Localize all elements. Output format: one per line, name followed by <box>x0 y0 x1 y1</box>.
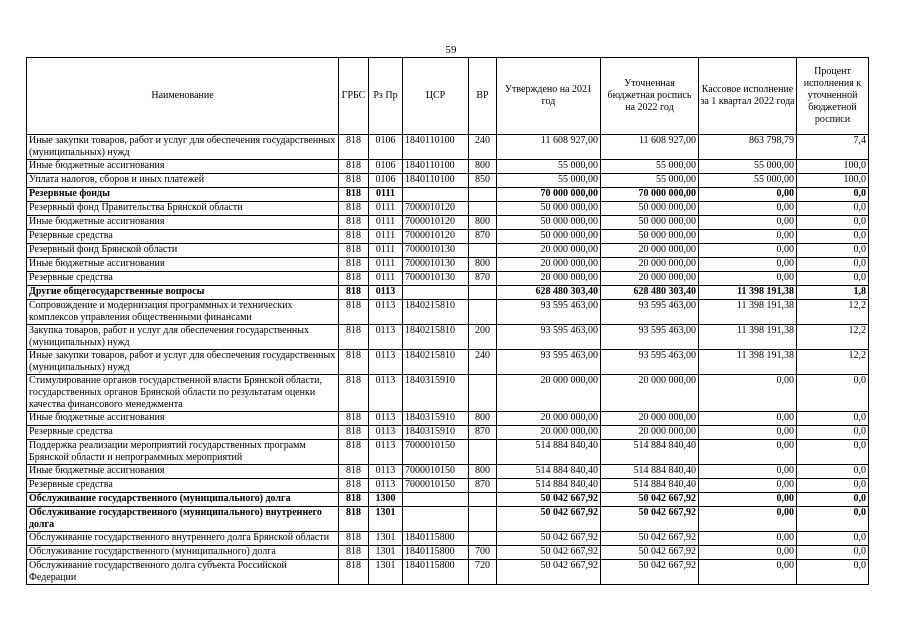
header-name: Наименование <box>27 58 339 135</box>
page-number: 59 <box>445 44 457 56</box>
cell-percent: 0,0 <box>797 375 869 412</box>
cell-rzpr: 1301 <box>369 532 403 546</box>
cell-vr <box>469 286 497 300</box>
cell-vr <box>469 532 497 546</box>
cell-name: Резервные средства <box>27 230 339 244</box>
cell-cash: 0,00 <box>699 216 797 230</box>
cell-cash: 0,00 <box>699 258 797 272</box>
cell-percent: 0,0 <box>797 188 869 202</box>
table-row <box>27 135 869 160</box>
cell-vr <box>469 493 497 507</box>
cell-grbs: 818 <box>339 546 369 560</box>
cell-cash: 0,00 <box>699 272 797 286</box>
cell-percent: 0,0 <box>797 426 869 440</box>
cell-refined: 70 000 000,00 <box>601 188 699 202</box>
cell-percent: 0,0 <box>797 440 869 465</box>
cell-refined: 50 042 667,92 <box>601 493 699 507</box>
cell-cash: 11 398 191,38 <box>699 350 797 375</box>
cell-csr: 1840115800 <box>403 546 469 560</box>
cell-cash: 0,00 <box>699 202 797 216</box>
cell-percent: 0,0 <box>797 507 869 532</box>
cell-cash: 11 398 191,38 <box>699 286 797 300</box>
cell-refined: 20 000 000,00 <box>601 412 699 426</box>
cell-csr: 1840115800 <box>403 532 469 546</box>
cell-name: Резервные средства <box>27 426 339 440</box>
cell-name: Резервные средства <box>27 479 339 493</box>
cell-rzpr: 0106 <box>369 135 403 160</box>
cell-cash: 0,00 <box>699 375 797 412</box>
cell-vr: 800 <box>469 465 497 479</box>
table-row <box>27 258 869 272</box>
cell-refined: 514 884 840,40 <box>601 479 699 493</box>
cell-name: Иные бюджетные ассигнования <box>27 465 339 479</box>
cell-rzpr: 0111 <box>369 258 403 272</box>
cell-approved: 20 000 000,00 <box>497 375 601 412</box>
cell-grbs: 818 <box>339 350 369 375</box>
header-vr: ВР <box>469 58 497 135</box>
cell-vr: 870 <box>469 272 497 286</box>
cell-csr: 1840215810 <box>403 325 469 350</box>
cell-rzpr: 0111 <box>369 244 403 258</box>
table-row <box>27 216 869 230</box>
cell-approved: 20 000 000,00 <box>497 272 601 286</box>
table-row <box>27 244 869 258</box>
table-row <box>27 412 869 426</box>
cell-refined: 514 884 840,40 <box>601 440 699 465</box>
table-row <box>27 546 869 560</box>
cell-approved: 50 042 667,92 <box>497 507 601 532</box>
cell-vr: 200 <box>469 325 497 350</box>
cell-csr: 7000010130 <box>403 244 469 258</box>
cell-rzpr: 0113 <box>369 375 403 412</box>
cell-rzpr: 1301 <box>369 507 403 532</box>
cell-name: Иные бюджетные ассигнования <box>27 412 339 426</box>
cell-grbs: 818 <box>339 532 369 546</box>
cell-csr: 7000010130 <box>403 272 469 286</box>
cell-rzpr: 0113 <box>369 426 403 440</box>
cell-refined: 50 042 667,92 <box>601 560 699 585</box>
cell-rzpr: 0111 <box>369 230 403 244</box>
cell-name: Иные закупки товаров, работ и услуг для обеспечения государственных (муниципальных) нужд <box>27 350 339 375</box>
cell-name: Обслуживание государственного (муниципального) внутреннего долга <box>27 507 339 532</box>
cell-grbs: 818 <box>339 244 369 258</box>
cell-approved: 20 000 000,00 <box>497 258 601 272</box>
cell-rzpr: 1301 <box>369 560 403 585</box>
cell-refined: 20 000 000,00 <box>601 244 699 258</box>
cell-vr: 800 <box>469 160 497 174</box>
cell-csr: 7000010130 <box>403 258 469 272</box>
cell-csr: 1840215810 <box>403 300 469 325</box>
cell-vr: 870 <box>469 479 497 493</box>
header-cash: Кассовое исполнение за 1 квартал 2022 года <box>699 58 797 135</box>
cell-refined: 93 595 463,00 <box>601 325 699 350</box>
cell-name: Закупка товаров, работ и услуг для обеспечения государственных (муниципальных) нужд <box>27 325 339 350</box>
cell-cash: 0,00 <box>699 532 797 546</box>
table-row <box>27 507 869 532</box>
cell-refined: 93 595 463,00 <box>601 300 699 325</box>
cell-percent: 0,0 <box>797 244 869 258</box>
cell-grbs: 818 <box>339 560 369 585</box>
cell-name: Поддержка реализации мероприятий государственных программ Брянской области и непрограммных мероприятий <box>27 440 339 465</box>
cell-csr: 1840315910 <box>403 426 469 440</box>
cell-refined: 20 000 000,00 <box>601 375 699 412</box>
cell-refined: 514 884 840,40 <box>601 465 699 479</box>
cell-vr: 870 <box>469 230 497 244</box>
cell-grbs: 818 <box>339 258 369 272</box>
cell-percent: 0,0 <box>797 202 869 216</box>
cell-cash: 11 398 191,38 <box>699 300 797 325</box>
cell-vr: 870 <box>469 426 497 440</box>
budget-execution-table <box>26 57 869 585</box>
cell-percent: 0,0 <box>797 479 869 493</box>
cell-approved: 514 884 840,40 <box>497 440 601 465</box>
cell-vr: 850 <box>469 174 497 188</box>
cell-cash: 0,00 <box>699 493 797 507</box>
cell-approved: 20 000 000,00 <box>497 244 601 258</box>
cell-rzpr: 0106 <box>369 174 403 188</box>
cell-cash: 0,00 <box>699 546 797 560</box>
cell-vr: 800 <box>469 412 497 426</box>
cell-rzpr: 0113 <box>369 350 403 375</box>
cell-csr <box>403 286 469 300</box>
cell-name: Обслуживание государственного (муниципального) долга <box>27 493 339 507</box>
cell-rzpr: 0113 <box>369 300 403 325</box>
cell-approved: 50 042 667,92 <box>497 493 601 507</box>
cell-vr <box>469 440 497 465</box>
cell-cash: 0,00 <box>699 507 797 532</box>
cell-csr: 7000010150 <box>403 479 469 493</box>
cell-refined: 93 595 463,00 <box>601 350 699 375</box>
cell-vr: 700 <box>469 546 497 560</box>
table-row <box>27 350 869 375</box>
cell-grbs: 818 <box>339 375 369 412</box>
table-body <box>27 135 869 585</box>
cell-csr: 1840315910 <box>403 412 469 426</box>
cell-cash: 0,00 <box>699 426 797 440</box>
cell-name: Обслуживание государственного долга субъекта Российской Федерации <box>27 560 339 585</box>
table-row <box>27 325 869 350</box>
cell-rzpr: 0111 <box>369 272 403 286</box>
table-row <box>27 300 869 325</box>
cell-csr: 1840315910 <box>403 375 469 412</box>
cell-percent: 12,2 <box>797 350 869 375</box>
cell-csr: 1840110100 <box>403 160 469 174</box>
cell-name: Иные бюджетные ассигнования <box>27 216 339 230</box>
cell-approved: 20 000 000,00 <box>497 426 601 440</box>
header-csr: ЦСР <box>403 58 469 135</box>
cell-refined: 50 042 667,92 <box>601 546 699 560</box>
cell-approved: 20 000 000,00 <box>497 412 601 426</box>
cell-grbs: 818 <box>339 507 369 532</box>
cell-percent: 7,4 <box>797 135 869 160</box>
cell-refined: 55 000,00 <box>601 160 699 174</box>
cell-name: Резервные средства <box>27 272 339 286</box>
cell-cash: 0,00 <box>699 244 797 258</box>
header-rzpr: Рз Пр <box>369 58 403 135</box>
cell-percent: 0,0 <box>797 216 869 230</box>
cell-grbs: 818 <box>339 493 369 507</box>
cell-cash: 0,00 <box>699 440 797 465</box>
cell-grbs: 818 <box>339 160 369 174</box>
cell-cash: 55 000,00 <box>699 160 797 174</box>
cell-refined: 20 000 000,00 <box>601 258 699 272</box>
cell-approved: 50 042 667,92 <box>497 546 601 560</box>
cell-vr: 800 <box>469 258 497 272</box>
cell-refined: 20 000 000,00 <box>601 426 699 440</box>
cell-grbs: 818 <box>339 325 369 350</box>
cell-csr: 1840215810 <box>403 350 469 375</box>
header-approved: Утверждено на 2021 год <box>497 58 601 135</box>
cell-name: Иные бюджетные ассигнования <box>27 160 339 174</box>
cell-approved: 50 000 000,00 <box>497 202 601 216</box>
cell-vr: 240 <box>469 135 497 160</box>
cell-name: Уплата налогов, сборов и иных платежей <box>27 174 339 188</box>
cell-approved: 93 595 463,00 <box>497 300 601 325</box>
cell-rzpr: 0111 <box>369 202 403 216</box>
cell-csr: 7000010120 <box>403 230 469 244</box>
cell-approved: 93 595 463,00 <box>497 350 601 375</box>
cell-csr: 7000010120 <box>403 202 469 216</box>
table-row <box>27 160 869 174</box>
cell-percent: 0,0 <box>797 258 869 272</box>
table-row <box>27 493 869 507</box>
cell-percent: 0,0 <box>797 230 869 244</box>
cell-cash: 0,00 <box>699 230 797 244</box>
table-row <box>27 479 869 493</box>
cell-approved: 628 480 303,40 <box>497 286 601 300</box>
cell-csr <box>403 493 469 507</box>
cell-cash: 0,00 <box>699 465 797 479</box>
cell-grbs: 818 <box>339 230 369 244</box>
cell-approved: 50 000 000,00 <box>497 216 601 230</box>
cell-cash: 55 000,00 <box>699 174 797 188</box>
table-row <box>27 426 869 440</box>
cell-grbs: 818 <box>339 465 369 479</box>
cell-cash: 0,00 <box>699 560 797 585</box>
cell-rzpr: 1300 <box>369 493 403 507</box>
cell-grbs: 818 <box>339 286 369 300</box>
cell-refined: 628 480 303,40 <box>601 286 699 300</box>
cell-vr <box>469 507 497 532</box>
table-row <box>27 560 869 585</box>
cell-rzpr: 1301 <box>369 546 403 560</box>
cell-rzpr: 0113 <box>369 465 403 479</box>
cell-grbs: 818 <box>339 426 369 440</box>
header-percent: Процент исполнения к уточненной бюджетной росписи <box>797 58 869 135</box>
cell-csr <box>403 507 469 532</box>
header-refined: Уточненная бюджетная роспись на 2022 год <box>601 58 699 135</box>
cell-rzpr: 0111 <box>369 216 403 230</box>
cell-grbs: 818 <box>339 174 369 188</box>
cell-refined: 50 000 000,00 <box>601 230 699 244</box>
cell-refined: 50 042 667,92 <box>601 507 699 532</box>
cell-name: Обслуживание государственного (муниципального) долга <box>27 546 339 560</box>
cell-name: Резервный фонд Брянской области <box>27 244 339 258</box>
table-row <box>27 202 869 216</box>
cell-grbs: 818 <box>339 412 369 426</box>
cell-cash: 0,00 <box>699 412 797 426</box>
table-row <box>27 230 869 244</box>
cell-grbs: 818 <box>339 440 369 465</box>
cell-name: Стимулирование органов государственной власти Брянской области, государственных органов Брянской области по результатам оценки качества финансового менеджмента <box>27 375 339 412</box>
cell-rzpr: 0106 <box>369 160 403 174</box>
cell-name: Иные закупки товаров, работ и услуг для обеспечения государственных (муниципальных) нужд <box>27 135 339 160</box>
cell-approved: 93 595 463,00 <box>497 325 601 350</box>
table-row <box>27 465 869 479</box>
cell-percent: 1,8 <box>797 286 869 300</box>
cell-name: Другие общегосударственные вопросы <box>27 286 339 300</box>
cell-approved: 514 884 840,40 <box>497 465 601 479</box>
cell-csr: 7000010150 <box>403 440 469 465</box>
cell-name: Сопровождение и модернизация программных и технических комплексов управления общественными финансами <box>27 300 339 325</box>
cell-grbs: 818 <box>339 188 369 202</box>
table-row <box>27 188 869 202</box>
cell-cash: 863 798,79 <box>699 135 797 160</box>
cell-percent: 12,2 <box>797 325 869 350</box>
cell-rzpr: 0113 <box>369 286 403 300</box>
cell-percent: 100,0 <box>797 160 869 174</box>
cell-csr: 7000010120 <box>403 216 469 230</box>
cell-vr <box>469 375 497 412</box>
cell-percent: 0,0 <box>797 465 869 479</box>
cell-name: Резервные фонды <box>27 188 339 202</box>
cell-grbs: 818 <box>339 135 369 160</box>
cell-approved: 50 000 000,00 <box>497 230 601 244</box>
cell-refined: 20 000 000,00 <box>601 272 699 286</box>
cell-rzpr: 0113 <box>369 440 403 465</box>
cell-refined: 50 000 000,00 <box>601 202 699 216</box>
cell-approved: 50 042 667,92 <box>497 560 601 585</box>
cell-grbs: 818 <box>339 300 369 325</box>
cell-percent: 0,0 <box>797 412 869 426</box>
cell-grbs: 818 <box>339 202 369 216</box>
cell-grbs: 818 <box>339 272 369 286</box>
cell-csr: 1840115800 <box>403 560 469 585</box>
table-row <box>27 532 869 546</box>
cell-percent: 0,0 <box>797 532 869 546</box>
cell-percent: 0,0 <box>797 272 869 286</box>
cell-name: Обслуживание государственного внутреннего долга Брянской области <box>27 532 339 546</box>
cell-percent: 100,0 <box>797 174 869 188</box>
cell-approved: 70 000 000,00 <box>497 188 601 202</box>
cell-approved: 50 042 667,92 <box>497 532 601 546</box>
cell-refined: 50 042 667,92 <box>601 532 699 546</box>
cell-grbs: 818 <box>339 216 369 230</box>
cell-name: Иные бюджетные ассигнования <box>27 258 339 272</box>
cell-cash: 0,00 <box>699 479 797 493</box>
cell-vr: 720 <box>469 560 497 585</box>
cell-vr: 240 <box>469 350 497 375</box>
cell-cash: 11 398 191,38 <box>699 325 797 350</box>
cell-vr <box>469 202 497 216</box>
cell-rzpr: 0113 <box>369 412 403 426</box>
cell-refined: 55 000,00 <box>601 174 699 188</box>
table-row <box>27 440 869 465</box>
cell-rzpr: 0113 <box>369 479 403 493</box>
cell-approved: 11 608 927,00 <box>497 135 601 160</box>
cell-name: Резервный фонд Правительства Брянской области <box>27 202 339 216</box>
table-row <box>27 174 869 188</box>
cell-rzpr: 0111 <box>369 188 403 202</box>
cell-vr <box>469 244 497 258</box>
cell-refined: 11 608 927,00 <box>601 135 699 160</box>
table-row <box>27 272 869 286</box>
table-row <box>27 286 869 300</box>
cell-percent: 0,0 <box>797 493 869 507</box>
cell-rzpr: 0113 <box>369 325 403 350</box>
cell-cash: 0,00 <box>699 188 797 202</box>
cell-vr <box>469 300 497 325</box>
cell-vr <box>469 188 497 202</box>
cell-csr: 1840110100 <box>403 135 469 160</box>
header-grbs: ГРБС <box>339 58 369 135</box>
cell-grbs: 818 <box>339 479 369 493</box>
table-row <box>27 375 869 412</box>
cell-percent: 0,0 <box>797 560 869 585</box>
cell-approved: 514 884 840,40 <box>497 479 601 493</box>
cell-percent: 0,0 <box>797 546 869 560</box>
cell-csr: 1840110100 <box>403 174 469 188</box>
cell-vr: 800 <box>469 216 497 230</box>
cell-percent: 12,2 <box>797 300 869 325</box>
cell-refined: 50 000 000,00 <box>601 216 699 230</box>
table-header-row <box>27 58 869 135</box>
cell-csr: 7000010150 <box>403 465 469 479</box>
cell-approved: 55 000,00 <box>497 160 601 174</box>
cell-csr <box>403 188 469 202</box>
cell-approved: 55 000,00 <box>497 174 601 188</box>
